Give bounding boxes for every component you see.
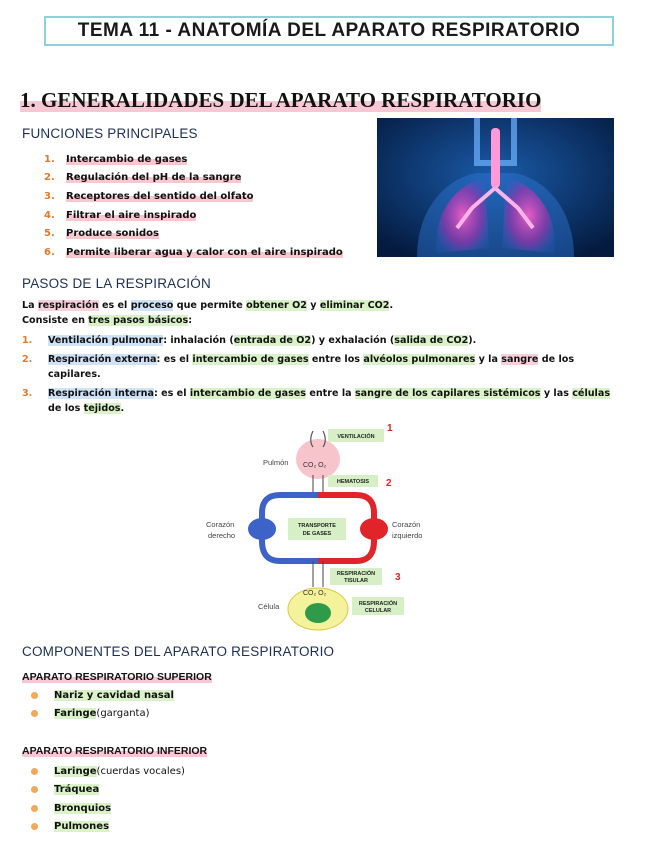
right-heart: [248, 518, 276, 540]
respiration-diagram: [200, 423, 440, 633]
pasos-heading: PASOS DE LA RESPIRACIÓN: [22, 276, 211, 291]
bullet-icon: [31, 768, 38, 775]
page-title-box: [44, 16, 614, 46]
list-item: 2. Respiración externa: es el intercambio de gases entre los alvéolos pulmonares y la sangre de los capilares.: [22, 354, 575, 380]
step-number: 3: [395, 572, 401, 583]
bullet-icon: [31, 692, 38, 699]
gas-label-lung: CO₂ O₂: [303, 462, 327, 469]
list-item: 6. Permite liberar agua y calor con el aire inspirado: [44, 246, 343, 258]
svg-text:TISULAR: TISULAR: [344, 578, 368, 584]
list-item: 3. Receptores del sentido del olfato: [44, 190, 254, 202]
svg-text:TRANSPORTE: TRANSPORTE: [298, 523, 336, 529]
page-title: TEMA 11 - ANATOMÍA DEL APARATO RESPIRATORIO: [77, 20, 581, 41]
bullet-icon: [31, 823, 38, 830]
list-item: Bronquios: [22, 799, 185, 818]
lung-shape: [296, 439, 340, 479]
step-number: 2: [386, 478, 392, 489]
list-item: 2. Regulación del pH de la sangre: [44, 172, 242, 184]
list-item: Nariz y cavidad nasal: [22, 686, 174, 705]
funciones-list: [44, 150, 343, 262]
list-item: Faringe (garganta): [22, 705, 174, 724]
bullet-icon: [31, 786, 38, 793]
list-item: 1. Intercambio de gases: [44, 153, 188, 165]
lungs-illustration: [377, 118, 614, 257]
list-item: Laringe (cuerdas vocales): [22, 762, 185, 781]
list-item: 4. Filtrar el aire inspirado: [44, 209, 197, 221]
corazon-derecho-label: Corazón: [206, 520, 235, 529]
list-item: 5. Produce sonidos: [44, 228, 159, 240]
svg-text:RESPIRACIÓN: RESPIRACIÓN: [358, 601, 398, 607]
inferior-list: [22, 762, 185, 836]
list-item: Pulmones: [22, 818, 185, 837]
pasos-list: [22, 333, 624, 420]
gas-label-cell: CO₂ O₂: [303, 590, 327, 597]
bullet-icon: [31, 805, 38, 812]
pulmon-label: Pulmón: [263, 458, 289, 467]
step-number: 1: [387, 423, 393, 434]
svg-text:izquierdo: izquierdo: [392, 531, 423, 540]
superior-heading: APARATO RESPIRATORIO SUPERIOR: [22, 671, 212, 683]
celula-label: Célula: [258, 602, 280, 611]
ventilacion-label: VENTILACIÓN: [337, 434, 375, 440]
svg-text:derecho: derecho: [208, 531, 236, 540]
inferior-heading: APARATO RESPIRATORIO INFERIOR: [22, 745, 208, 757]
svg-text:DE GASES: DE GASES: [302, 531, 332, 537]
list-item: 1. Ventilación pulmonar: inhalación (entrada de O2) y exhalación (salida de CO2).: [22, 335, 477, 346]
svg-text:RESPIRACIÓN: RESPIRACIÓN: [336, 571, 376, 577]
hematosis-label: HEMATOSIS: [336, 479, 370, 485]
left-heart: [360, 518, 388, 540]
superior-list: [22, 686, 174, 723]
list-item: Tráquea: [22, 781, 185, 800]
funciones-heading: FUNCIONES PRINCIPALES: [22, 126, 198, 141]
svg-text:CELULAR: CELULAR: [364, 608, 392, 614]
pasos-intro: La respiración es el proceso que permite obtener O2 y eliminar CO2. Consiste en tres pasos básicos:: [22, 300, 394, 326]
section-title: 1. GENERALIDADES DEL APARATO RESPIRATORIO: [20, 88, 542, 112]
bullet-icon: [31, 710, 38, 717]
corazon-izquierdo-label: Corazón: [392, 520, 421, 529]
cell-nucleus: [305, 603, 331, 623]
componentes-heading: COMPONENTES DEL APARATO RESPIRATORIO: [22, 644, 335, 659]
list-item: 3. Respiración interna: es el intercambio de gases entre la sangre de los capilares sistémicos y las células de los tejidos.: [22, 388, 611, 414]
